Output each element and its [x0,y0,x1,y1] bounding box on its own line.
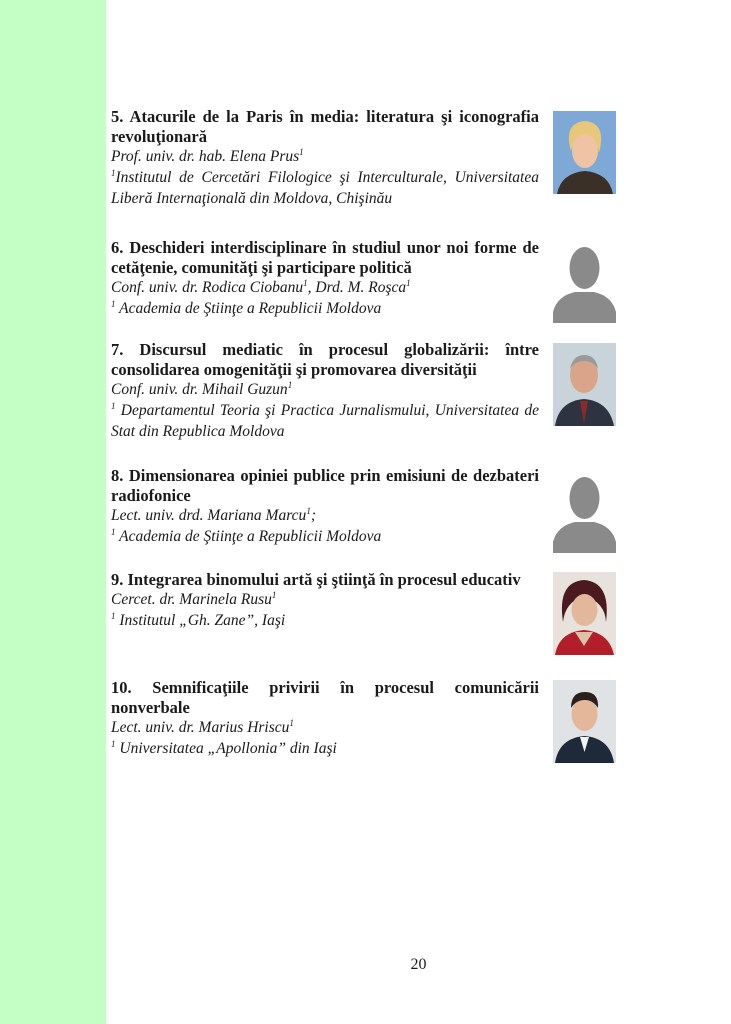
entry-10 [111,678,539,759]
page-number: 20 [410,956,427,973]
entry-9 [111,570,539,631]
entry-affiliation: $^1$ Academia de Ştiinţe a Republicii Moldova [111,526,382,545]
entry-6 [111,238,539,319]
entry-author: Conf. univ. dr. Rodica Ciobanu$^1$, Drd. M. Roşca$^1$ [111,277,411,296]
entry-author: Lect. univ. dr. Marius Hriscu$^1$ [111,717,294,736]
entry-author: Cercet. dr. Marinela Rusu$^1$ [111,589,277,608]
author-photo [553,343,616,426]
entry-author: Lect. univ. drd. Mariana Marcu$^1$; [111,505,316,524]
entry-8 [111,466,539,547]
entry-affiliation: $^1$ Departamentul Teoria şi Practica Jurnalismului, Universitatea de Stat din Republica Moldova [111,400,539,440]
entry-affiliation: $^1$ Institutul „Gh. Zane”, Iaşi [111,610,286,629]
entry-affiliation: $^1$ Universitatea „Apollonia” din Iaşi [111,738,337,757]
entry-author: Prof. univ. dr. hab. Elena Prus$^1$ [111,146,304,165]
author-photo [553,572,616,655]
silhouette-photo [553,240,616,323]
entry-affiliation: $^1$Institutul de Cercetări Filologice şi Interculturale, Universitatea Liberă Internaţională din Moldova, Chişinău [111,167,539,207]
silhouette-photo [553,470,616,553]
entry-title: 6. Deschideri interdisciplinare în studiul unor noi forme de cetăţenie, comunităţi şi participare politică [111,238,539,277]
entry-title: 8. Dimensionarea opiniei publice prin emisiuni de dezbateri radiofonice [111,466,539,505]
entry-title: 5. Atacurile de la Paris în media: literatura şi iconografia revoluţionară [111,107,539,146]
green-sidebar [0,0,106,1024]
entry-title: 9. Integrarea binomului artă şi ştiinţă în procesul educativ [111,570,521,589]
author-photo [553,680,616,763]
entry-7 [111,340,539,442]
entry-affiliation: $^1$ Academia de Ştiinţe a Republicii Moldova [111,298,382,317]
entry-title: 10. Semnificaţiile privirii în procesul comunicării nonverbale [111,678,539,717]
entry-5 [111,107,539,209]
entry-title: 7. Discursul mediatic în procesul globalizării: între consolidarea omogenităţii şi promovarea diversităţii [111,340,539,379]
author-photo [553,111,616,194]
entry-author: Conf. univ. dr. Mihail Guzun$^1$ [111,379,293,398]
